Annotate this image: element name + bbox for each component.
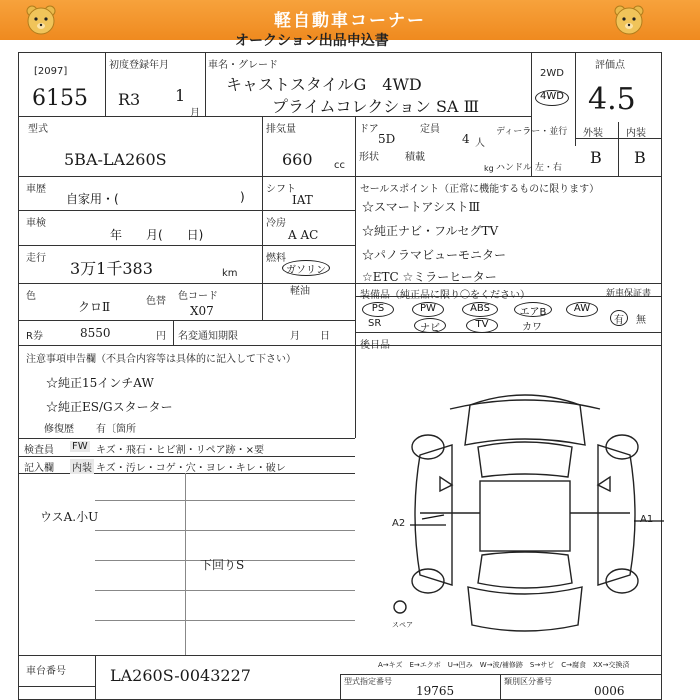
- color-exchange-label: 色替: [146, 296, 166, 307]
- divider: [18, 176, 662, 177]
- selling-point-item: ☆ETC ☆ミラーヒーター: [362, 270, 497, 284]
- first-registration-label: 初度登録年月: [109, 60, 169, 71]
- load-label: 積載: [405, 152, 425, 163]
- color-label: 色: [26, 291, 36, 302]
- inspection-label: 車検: [26, 218, 46, 229]
- mileage-label: 走行: [26, 253, 46, 264]
- model-value: 5BA-LA260S: [64, 150, 167, 169]
- score-value: 4.5: [588, 82, 636, 117]
- color-value: クロⅡ: [78, 300, 111, 314]
- notes-label: 注意事項申告欄（不具合内容等は具体的に記入して下さい）: [26, 354, 296, 365]
- damage-mark-left: A2: [392, 518, 406, 529]
- divider: [355, 176, 356, 438]
- equipment-tv: TV: [466, 318, 498, 333]
- divider: [18, 686, 95, 687]
- interior-defects: キズ・汚レ・コゲ・穴・ヨレ・キレ・破レ: [96, 463, 286, 474]
- divider: [355, 116, 356, 176]
- divider: [355, 332, 662, 333]
- load-unit: kg: [484, 164, 494, 173]
- banner-title: 軽自動車コーナー: [274, 11, 426, 31]
- spare-note: スペア: [392, 621, 413, 629]
- damage-mark-right: A1: [640, 514, 654, 525]
- chassis-value: LA260S-0043227: [110, 666, 251, 685]
- recycle-label: R券: [26, 331, 43, 342]
- equipment-navi: ナビ: [414, 318, 446, 333]
- color-code-value: X07: [190, 304, 214, 318]
- lot-number: 6155: [32, 86, 88, 111]
- exterior-grade: B: [590, 148, 602, 167]
- name-change-value: 月 日: [290, 331, 330, 342]
- repair-history-value: 有〔箇所: [96, 424, 136, 435]
- interior-label: 内装: [626, 128, 646, 139]
- model-label: 型式: [28, 124, 48, 135]
- selling-point-item: ☆スマートアシストⅢ: [362, 200, 481, 214]
- recycle-value: 8550: [80, 326, 111, 340]
- repair-history-label: 修復歴: [44, 424, 74, 435]
- doors-label: ドア: [359, 124, 379, 135]
- usage-close-paren: ): [240, 190, 245, 204]
- equipment-leather: カワ: [522, 322, 542, 333]
- aircon-value: A AC: [288, 228, 319, 242]
- displacement-value: 660: [282, 150, 313, 169]
- usage-label: 車歴: [26, 184, 46, 195]
- divider: [531, 52, 532, 176]
- selling-point-item: ☆パノラマビューモニター: [362, 248, 507, 262]
- divider: [173, 320, 174, 345]
- form-subtitle: オークション出品申込書: [235, 33, 389, 49]
- divider: [340, 674, 662, 675]
- entry-label: 記入欄: [24, 463, 54, 474]
- inspector-remark: 下回りS: [200, 558, 245, 572]
- new-car-warranty-label: 新車保証書: [606, 289, 652, 299]
- inspector-label: 検査員: [24, 445, 54, 456]
- vehicle-name-line1: キャストスタイルG 4WD: [226, 75, 422, 94]
- aircon-label: 冷房: [266, 218, 286, 229]
- equipment-label: 装備品（純正品に限り〇をください）: [360, 290, 530, 301]
- doors-value: 5D: [378, 132, 396, 146]
- rule-line: [95, 620, 355, 621]
- divider: [340, 674, 341, 700]
- shift-value: IAT: [292, 193, 313, 207]
- divider: [18, 456, 355, 457]
- drive-4wd: 4WD: [535, 90, 569, 106]
- registration-era-year: R3: [118, 90, 141, 109]
- divider: [105, 52, 106, 116]
- displacement-unit: cc: [334, 160, 345, 171]
- exterior-tag: FW: [72, 441, 88, 452]
- chassis-label: 車台番号: [26, 666, 66, 677]
- fuel-gasoline: ガソリン: [282, 260, 330, 276]
- divider: [262, 116, 263, 176]
- mileage-unit: km: [222, 268, 238, 279]
- type-number-label: 型式指定番号: [344, 677, 392, 686]
- inspection-value: 年 月( 日): [110, 228, 204, 242]
- equipment-aw: AW: [566, 302, 598, 317]
- damage-legend: A→キズ E→エクボ U→凹み W→波/補修跡 S→サビ C→腐食 XX→交換済: [378, 661, 630, 669]
- equipment-pw: PW: [412, 302, 444, 317]
- equipment-airbag: エアB: [514, 302, 552, 317]
- color-code-label: 色コード: [178, 291, 218, 302]
- displacement-label: 排気量: [266, 124, 296, 135]
- divider: [262, 176, 263, 320]
- type-number-value: 19765: [416, 684, 455, 698]
- divider: [18, 210, 355, 211]
- recycle-unit: 円: [156, 331, 166, 342]
- inspector-remark: ウスA.小U: [40, 510, 99, 524]
- shape-label: 形状: [359, 152, 379, 163]
- interior-grade: B: [634, 148, 646, 167]
- divider: [618, 122, 619, 176]
- capacity-label: 定員: [420, 124, 440, 135]
- selling-point-item: ☆純正ナビ・フルセグTV: [362, 224, 499, 238]
- rule-line: [95, 500, 355, 501]
- divider: [18, 283, 662, 284]
- score-label: 評価点: [595, 60, 625, 71]
- rule-line: [95, 590, 355, 591]
- divider: [18, 245, 355, 246]
- divider: [500, 674, 501, 700]
- vehicle-name-line2: プライムコレクション SA Ⅲ: [272, 97, 479, 116]
- divider: [18, 345, 662, 346]
- equipment-sr: SR: [368, 318, 382, 329]
- class-number-label: 類別区分番号: [504, 677, 552, 686]
- after-parts-label: 後日品: [360, 340, 390, 351]
- shift-label: シフト: [266, 184, 296, 195]
- divider: [95, 655, 96, 700]
- mileage-value: 3万1千383: [70, 259, 153, 278]
- capacity-value: 4: [462, 132, 470, 146]
- divider: [205, 52, 206, 116]
- rule-line: [95, 530, 355, 531]
- divider: [18, 438, 355, 439]
- exterior-label: 外装: [583, 128, 603, 139]
- warranty-have: 有: [610, 310, 628, 326]
- month-unit: 月: [190, 108, 200, 119]
- fuel-label: 燃料: [266, 253, 286, 264]
- divider: [18, 320, 355, 321]
- handle-label: ハンドル 左・右: [496, 163, 562, 173]
- interior-tag: 内装: [70, 459, 94, 474]
- capacity-unit: 人: [475, 138, 485, 149]
- name-change-label: 名変通知期限: [178, 331, 238, 342]
- equipment-ps: PS: [362, 302, 394, 317]
- usage-value: 自家用・(: [66, 192, 119, 206]
- drive-2wd: 2WD: [540, 68, 564, 79]
- exterior-defects: キズ・飛石・ヒビ割・リペア跡・×要: [96, 445, 264, 456]
- divider: [575, 52, 576, 146]
- warranty-none: 無: [636, 315, 646, 326]
- lot-code: [2097]: [34, 66, 68, 77]
- dealer-label: ディーラー・並行: [496, 127, 568, 137]
- car-body-diagram: [380, 385, 670, 645]
- divider: [185, 473, 186, 655]
- fuel-diesel: 軽油: [290, 286, 310, 297]
- class-number-value: 0006: [594, 684, 625, 698]
- divider: [18, 655, 662, 656]
- vehicle-name-label: 車名・グレード: [208, 60, 278, 71]
- registration-month: 1: [175, 86, 186, 105]
- equipment-abs: ABS: [462, 302, 498, 317]
- note-item: ☆純正15インチAW: [46, 376, 154, 390]
- note-item: ☆純正ES/Gスターター: [46, 400, 173, 414]
- selling-points-label: セールスポイント（正常に機能するものに限ります）: [360, 184, 600, 195]
